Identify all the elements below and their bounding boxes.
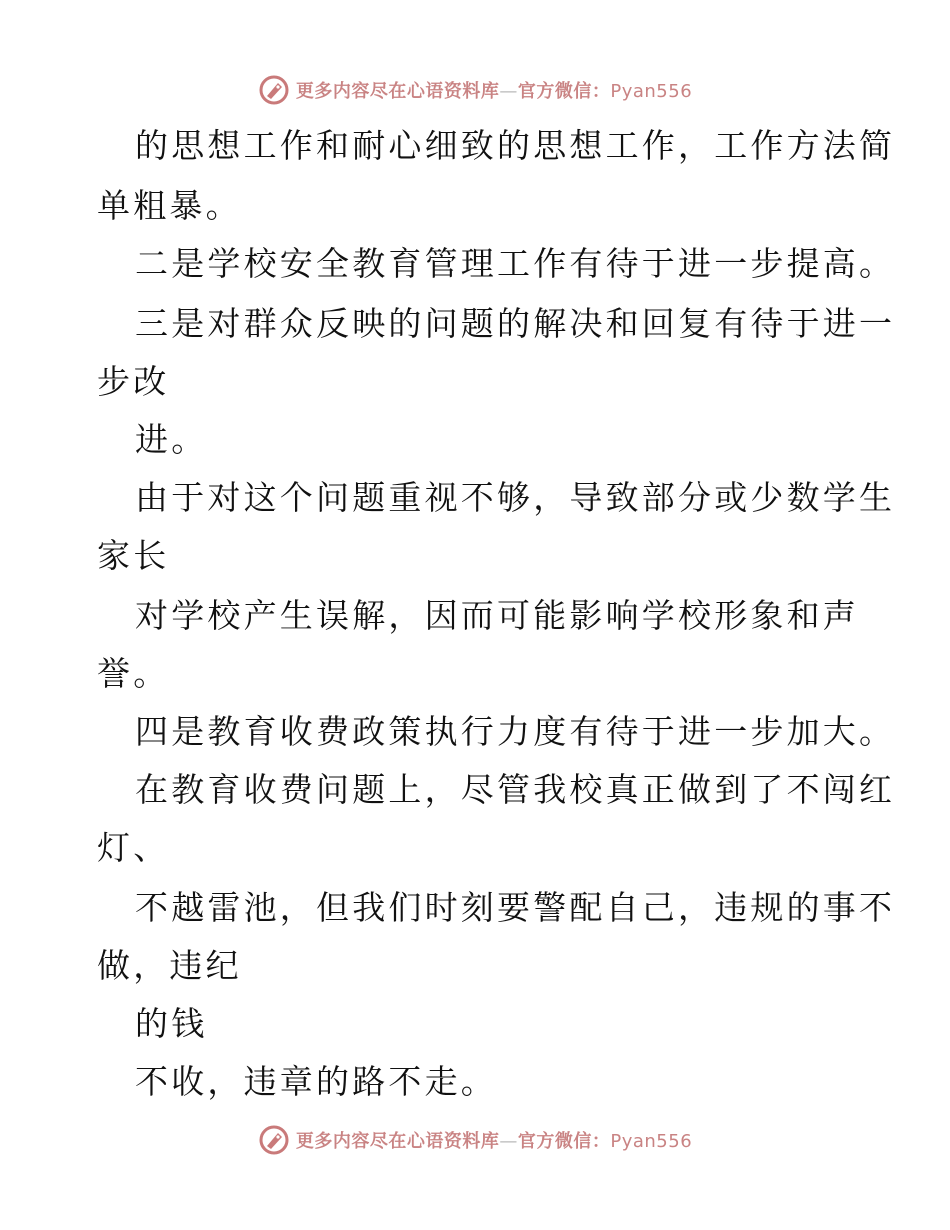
text-line: 不收，违章的路不走。 bbox=[135, 1062, 497, 1101]
text-line: 四是教育收费政策执行力度有待于进一步加大。 bbox=[135, 712, 896, 751]
text-line: 家长 bbox=[97, 536, 170, 575]
watermark-official: 官方微信： bbox=[517, 1131, 611, 1152]
header-watermark bbox=[0, 70, 950, 110]
watermark-main: 更多内容尽在心语资料库 bbox=[295, 81, 500, 102]
text-line: 在教育收费问题上，尽管我校真正做到了不闯红 bbox=[135, 770, 896, 809]
pen-nib-logo-icon bbox=[258, 1124, 290, 1156]
watermark-dash: — bbox=[499, 81, 518, 102]
text-line: 由于对这个问题重视不够，导致部分或少数学生 bbox=[135, 478, 896, 517]
text-line: 单粗暴。 bbox=[97, 186, 242, 225]
text-line: 步改 bbox=[97, 362, 170, 401]
text-line: 二是学校安全教育管理工作有待于进一步提高。 bbox=[135, 244, 896, 283]
text-line: 进。 bbox=[135, 420, 208, 459]
text-line: 三是对群众反映的问题的解决和回复有待于进一 bbox=[135, 304, 896, 343]
text-line: 誉。 bbox=[97, 654, 170, 693]
watermark-id: Pyan556 bbox=[610, 81, 693, 102]
text-line: 灯、 bbox=[97, 828, 170, 867]
watermark-dash: — bbox=[499, 1131, 518, 1152]
text-line: 的思想工作和耐心细致的思想工作，工作方法简 bbox=[135, 126, 896, 165]
text-line: 做，违纪 bbox=[97, 946, 242, 985]
watermark-official: 官方微信： bbox=[517, 81, 611, 102]
watermark-text bbox=[296, 1127, 692, 1153]
text-line: 不越雷池，但我们时刻要警配自己，违规的事不 bbox=[135, 888, 896, 927]
watermark-text bbox=[296, 77, 692, 103]
text-line: 的钱 bbox=[135, 1004, 208, 1043]
text-line: 对学校产生误解，因而可能影响学校形象和声 bbox=[135, 596, 859, 635]
watermark-main: 更多内容尽在心语资料库 bbox=[295, 1131, 500, 1152]
watermark-id: Pyan556 bbox=[610, 1131, 693, 1152]
pen-nib-logo-icon bbox=[258, 74, 290, 106]
footer-watermark bbox=[0, 1120, 950, 1160]
